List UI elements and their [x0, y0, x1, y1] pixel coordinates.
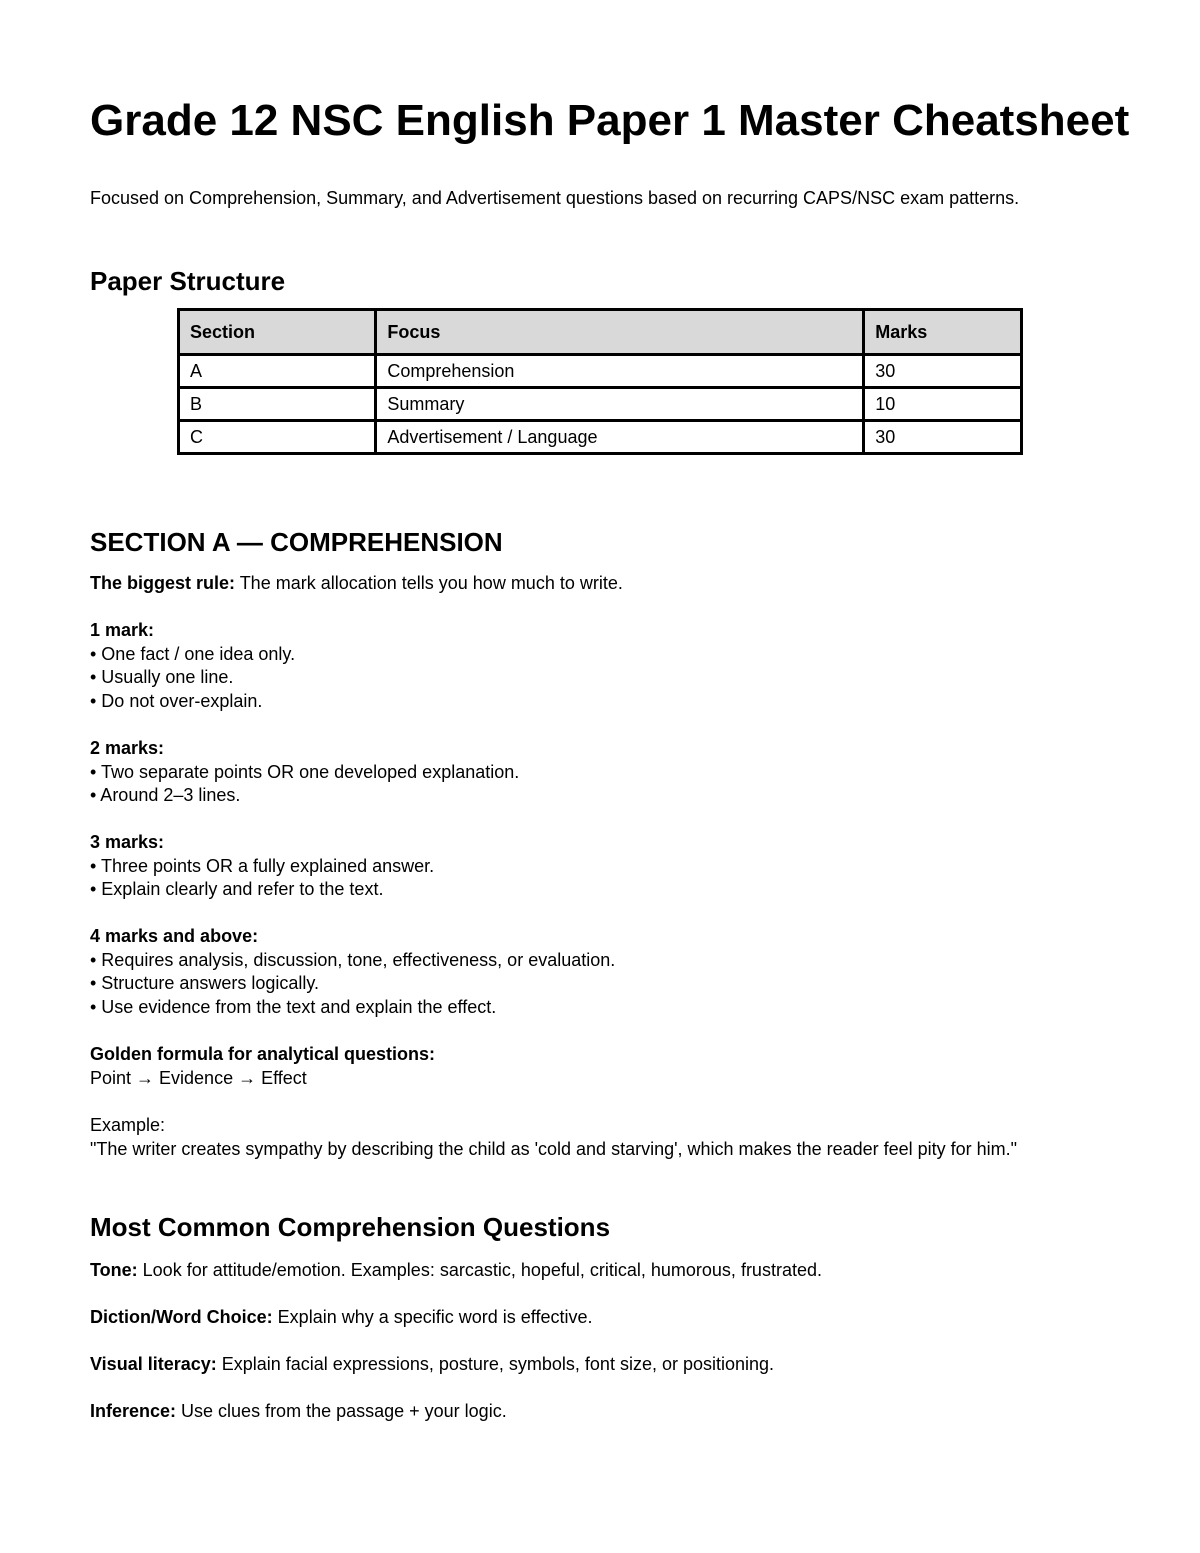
bullet-point: • Around 2–3 lines. — [90, 785, 241, 805]
table-header-row — [179, 310, 1022, 355]
table-row — [179, 421, 1022, 454]
table-cell: Summary — [376, 388, 864, 421]
table-cell: 30 — [864, 355, 1022, 388]
question-text: Use clues from the passage + your logic. — [176, 1401, 507, 1421]
question-label: Tone: — [90, 1260, 138, 1280]
mark-group-4 — [90, 925, 615, 1019]
question-label: Inference: — [90, 1401, 177, 1421]
bullet-point: • Usually one line. — [90, 667, 234, 687]
bullet-point: • Do not over-explain. — [90, 690, 263, 711]
table-cell: 10 — [864, 388, 1022, 421]
example-text: "The writer creates sympathy by describing the child as 'cold and starving', which makes the reader feel pity for him." — [90, 1138, 1018, 1159]
bullet-point: • Two separate points OR one developed explanation. — [90, 761, 520, 782]
question-label: Diction/Word Choice: — [90, 1307, 273, 1327]
mark-group-label: 1 mark: — [90, 620, 155, 640]
table-cell: 30 — [864, 421, 1022, 454]
table-cell: Advertisement / Language — [376, 421, 864, 454]
formula-text: Point → Evidence → Effect — [90, 1067, 307, 1088]
question-type-visual-literacy — [90, 1353, 774, 1377]
rule-text: The mark allocation tells you how much to write. — [235, 573, 623, 593]
table-cell: C — [179, 421, 376, 454]
question-label: Visual literacy: — [90, 1354, 217, 1374]
rule-label: The biggest rule: — [90, 573, 236, 593]
table-row — [179, 388, 1022, 421]
table-row — [179, 355, 1022, 388]
bullet-point: • Three points OR a fully explained answer. — [90, 855, 435, 876]
mark-group-2 — [90, 737, 519, 808]
example-block — [90, 1114, 1017, 1161]
golden-formula — [90, 1043, 435, 1090]
mark-group-label: 2 marks: — [90, 738, 165, 758]
question-type-tone — [90, 1259, 822, 1283]
example-label: Example: — [90, 1115, 166, 1135]
bullet-point: • Explain clearly and refer to the text. — [90, 879, 384, 899]
mark-group-3 — [90, 831, 434, 902]
question-type-diction — [90, 1306, 592, 1330]
page-title: Grade 12 NSC English Paper 1 Master Cheatsheet — [90, 96, 1130, 145]
question-text: Explain facial expressions, posture, symbols, font size, or positioning. — [216, 1354, 775, 1374]
formula-label: Golden formula for analytical questions: — [90, 1044, 436, 1064]
table-cell: Comprehension — [376, 355, 864, 388]
column-header-marks: Marks — [864, 310, 1022, 355]
paper-structure-table — [177, 308, 1023, 455]
question-type-inference — [90, 1400, 507, 1424]
mark-group-label: 4 marks and above: — [90, 926, 259, 946]
common-questions-heading: Most Common Comprehension Questions — [90, 1212, 611, 1242]
mark-group-1 — [90, 619, 295, 713]
table-cell: A — [179, 355, 376, 388]
table-cell: B — [179, 388, 376, 421]
question-text: Explain why a specific word is effective. — [272, 1307, 593, 1327]
question-text: Look for attitude/emotion. Examples: sarcastic, hopeful, critical, humorous, frustrated. — [137, 1260, 822, 1280]
bullet-point: • Structure answers logically. — [90, 973, 320, 993]
column-header-section: Section — [179, 310, 376, 355]
bullet-point: • One fact / one idea only. — [90, 643, 296, 664]
mark-group-label: 3 marks: — [90, 832, 165, 852]
column-header-focus: Focus — [376, 310, 864, 355]
bullet-point: • Requires analysis, discussion, tone, effectiveness, or evaluation. — [90, 949, 616, 970]
paper-structure-heading: Paper Structure — [90, 266, 286, 296]
bullet-point: • Use evidence from the text and explain the effect. — [90, 996, 497, 1017]
section-a-heading: SECTION A — COMPREHENSION — [90, 527, 503, 557]
page-subtitle: Focused on Comprehension, Summary, and Advertisement questions based on recurring CAPS/NSC exam patterns. — [90, 188, 1020, 208]
biggest-rule — [90, 572, 623, 596]
